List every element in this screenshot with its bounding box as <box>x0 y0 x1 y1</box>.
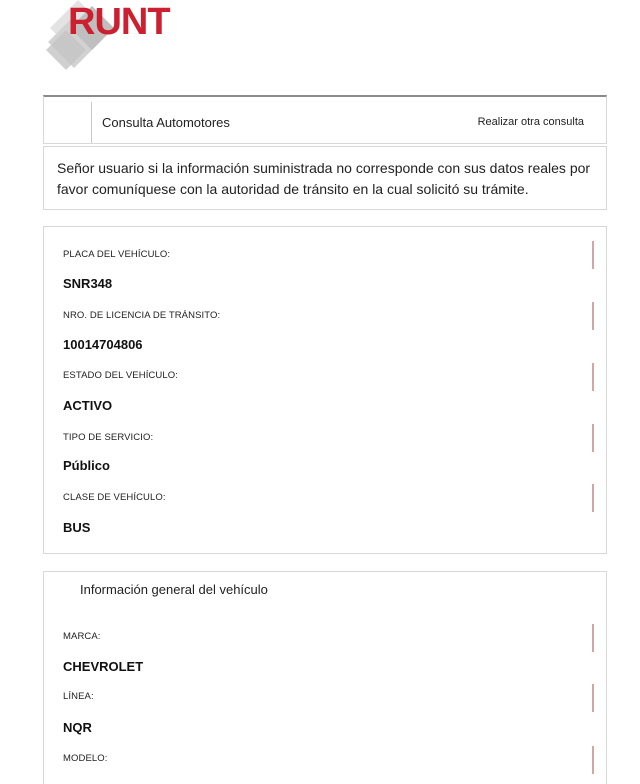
license-value: 10014704806 <box>63 337 143 352</box>
results-header <box>43 95 607 144</box>
new-query-link[interactable]: Realizar otra consulta <box>477 116 584 128</box>
service-type-label: TIPO DE SERVICIO: <box>63 432 154 443</box>
vehicle-status-value: ACTIVO <box>63 398 113 413</box>
general-info-title[interactable]: Información general del vehículo <box>80 582 268 597</box>
vehicle-summary-panel <box>43 226 607 554</box>
field-marker <box>592 746 594 774</box>
field-marker <box>592 624 594 652</box>
logo-text: RUNT <box>68 1 170 43</box>
brand-value: CHEVROLET <box>63 659 144 674</box>
user-notice: Señor usuario si la información suministrada no corresponde con sus datos reales por favor comuníquese con la autoridad de tránsito en la cual solicitó su trámite. <box>43 146 607 210</box>
vehicle-class-label: CLASE DE VEHÍCULO: <box>63 492 166 503</box>
line-value: NQR <box>63 720 92 735</box>
runt-logo <box>36 0 236 80</box>
vehicle-status-label: ESTADO DEL VEHÍCULO: <box>63 370 178 381</box>
field-marker <box>592 241 594 269</box>
field-marker <box>592 363 594 391</box>
page-title: Consulta Automotores <box>102 115 230 130</box>
license-label: NRO. DE LICENCIA DE TRÁNSITO: <box>63 310 221 321</box>
field-marker <box>592 684 594 712</box>
brand-label: MARCA: <box>63 631 101 642</box>
plate-label: PLACA DEL VEHÍCULO: <box>63 249 171 260</box>
field-marker <box>592 484 594 512</box>
model-label: MODELO: <box>63 753 108 764</box>
plate-value: SNR348 <box>63 276 113 291</box>
field-marker <box>592 424 594 452</box>
service-type-value: Público <box>63 458 110 473</box>
vehicle-class-value: BUS <box>63 520 91 535</box>
field-marker <box>592 302 594 330</box>
general-info-panel <box>43 571 607 784</box>
header-divider <box>91 102 92 143</box>
line-label: LÍNEA: <box>63 691 94 702</box>
